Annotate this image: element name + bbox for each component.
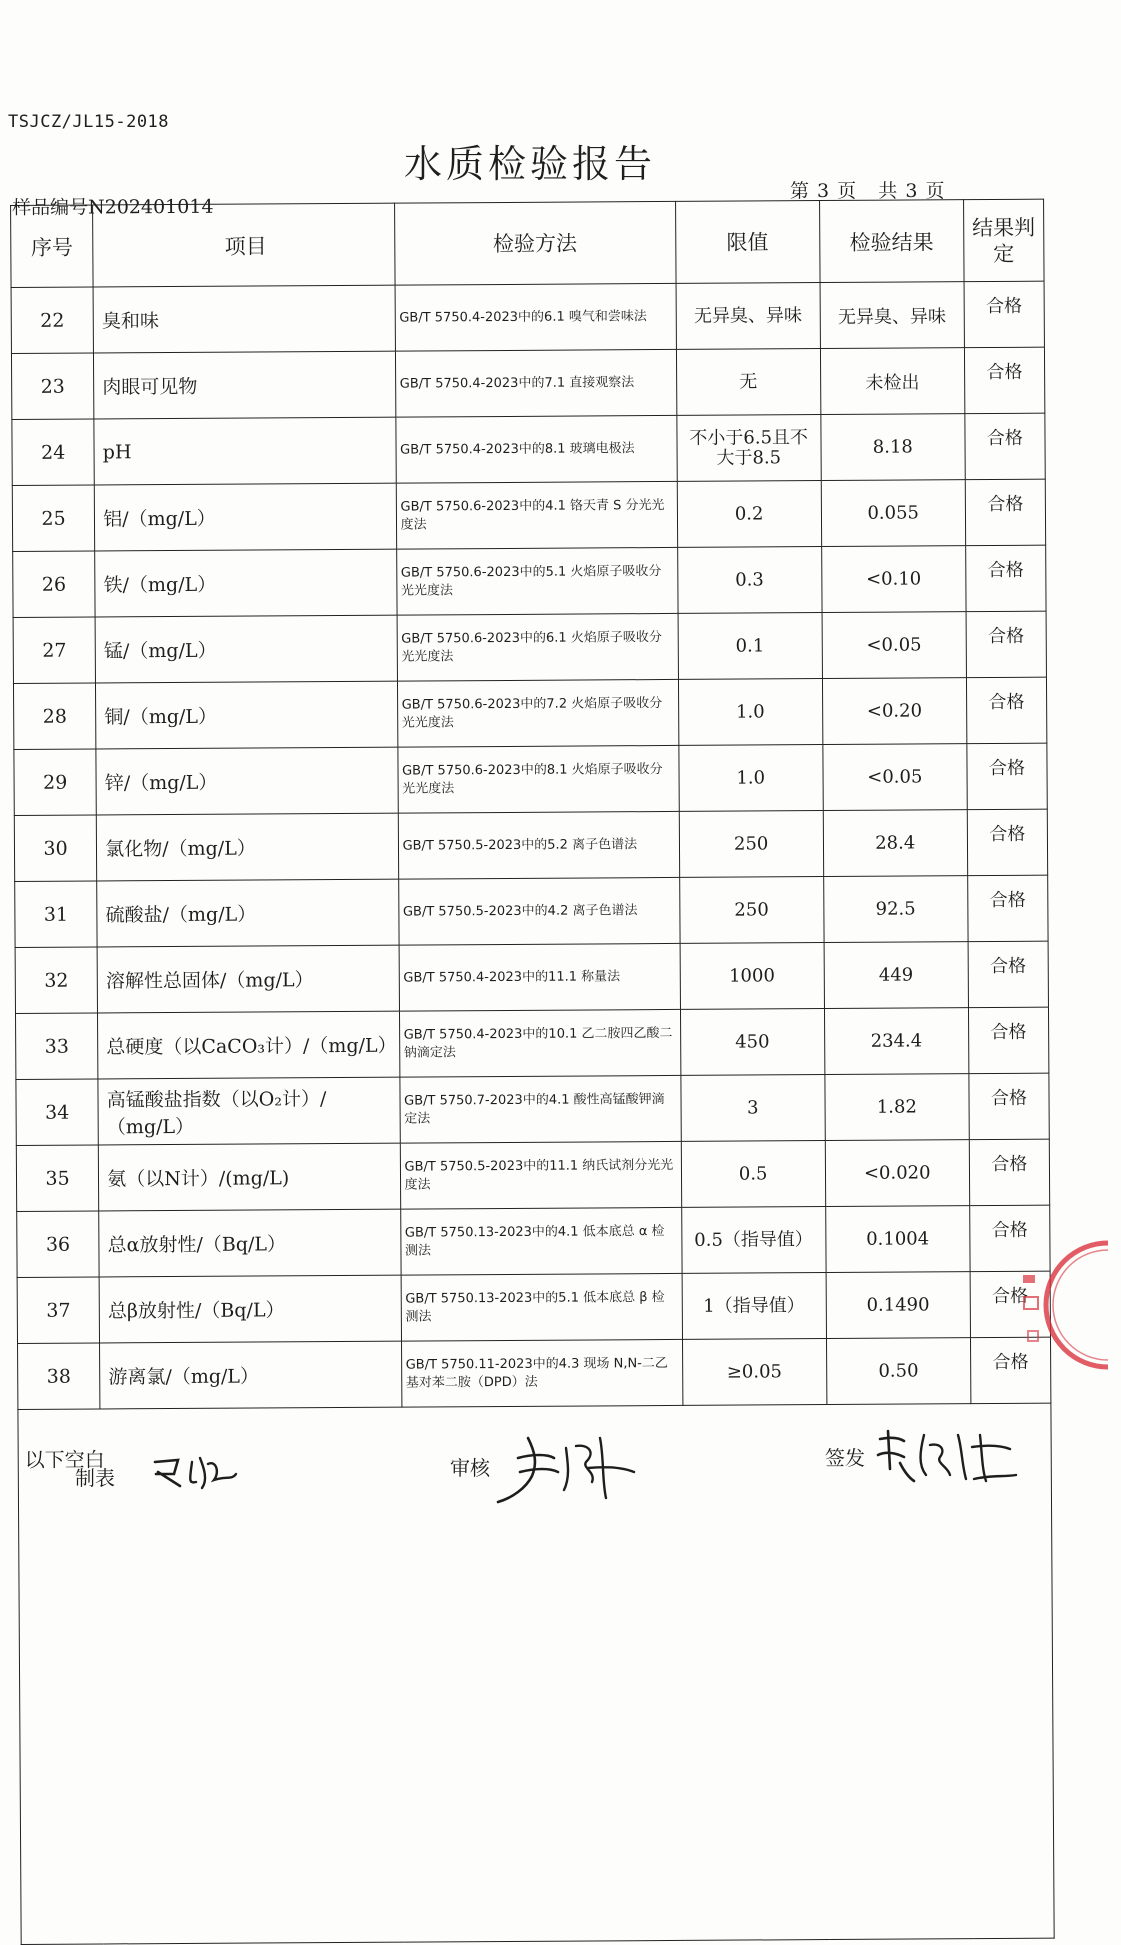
row-result: <0.05 <box>823 744 967 811</box>
row-result: 0.50 <box>826 1338 970 1405</box>
row-judgement: 合格 <box>969 1139 1050 1205</box>
row-result: 92.5 <box>823 876 967 943</box>
row-item: 总α放射性/（Bq/L） <box>99 1209 401 1277</box>
row-limit: 1000 <box>680 943 824 1010</box>
row-limit: 3 <box>681 1075 825 1142</box>
row-item: pH <box>94 417 396 485</box>
row-result: 0.055 <box>821 480 965 547</box>
row-number: 38 <box>18 1343 101 1410</box>
column-header-limit: 限值 <box>675 201 820 284</box>
row-judgement: 合格 <box>970 1337 1051 1403</box>
row-judgement: 合格 <box>969 1205 1050 1271</box>
row-method: GB/T 5750.5-2023中的4.2 离子色谱法 <box>398 877 679 945</box>
page-indicator: 第 3 页 共 3 页 <box>790 180 946 202</box>
table-row <box>11 281 1044 353</box>
row-number: 33 <box>15 1013 98 1080</box>
row-judgement: 合格 <box>965 545 1046 611</box>
inspection-stamp <box>988 1235 1108 1375</box>
row-limit: ≥0.05 <box>682 1339 826 1406</box>
row-method: GB/T 5750.4-2023中的10.1 乙二胺四乙酸二钠滴定法 <box>399 1009 680 1077</box>
blank-note: 以下空白 <box>18 1403 1054 1944</box>
row-method: GB/T 5750.13-2023中的5.1 低本底总 β 检测法 <box>401 1273 682 1341</box>
row-item: 总β放射性/（Bq/L） <box>99 1275 401 1343</box>
row-limit: 1.0 <box>678 679 822 746</box>
table-header-row <box>11 199 1044 287</box>
row-judgement: 合格 <box>970 1271 1051 1337</box>
sample-number: 样品编号N202401014 <box>12 195 214 219</box>
row-judgement: 合格 <box>965 479 1046 545</box>
row-item: 高锰酸盐指数（以O₂计）/（mg/L） <box>98 1077 400 1145</box>
row-item: 锌/（mg/L） <box>96 747 398 815</box>
reviewed-by-label: 审核 <box>450 1456 490 1480</box>
table-row <box>13 611 1046 683</box>
row-judgement: 合格 <box>966 611 1047 677</box>
row-number: 27 <box>13 617 96 684</box>
row-method: GB/T 5750.4-2023中的6.1 嗅气和尝味法 <box>395 283 676 351</box>
row-limit: 0.2 <box>677 481 821 548</box>
row-result: 8.18 <box>821 414 965 481</box>
column-header-no: 序号 <box>11 205 94 288</box>
table-row <box>11 347 1044 419</box>
row-method: GB/T 5750.6-2023中的6.1 火焰原子吸收分光光度法 <box>397 613 678 681</box>
table-row <box>15 941 1048 1013</box>
row-judgement: 合格 <box>964 281 1045 347</box>
row-limit: 0.3 <box>677 547 821 614</box>
row-limit: 1（指导值） <box>682 1273 826 1340</box>
table-row <box>17 1205 1050 1277</box>
row-item: 肉眼可见物 <box>94 351 396 419</box>
row-result: <0.20 <box>822 678 966 745</box>
table-row <box>16 1139 1049 1211</box>
row-item: 铁/（mg/L） <box>95 549 397 617</box>
row-limit: 无 <box>676 349 820 416</box>
row-judgement: 合格 <box>967 743 1048 809</box>
row-result: <0.020 <box>825 1140 969 1207</box>
row-limit: 0.5（指导值） <box>681 1207 825 1274</box>
report-sheet <box>10 189 1078 1485</box>
table-row <box>18 1337 1051 1409</box>
row-item: 游离氯/（mg/L） <box>100 1341 402 1409</box>
row-item: 溶解性总固体/（mg/L） <box>97 945 399 1013</box>
row-judgement: 合格 <box>967 875 1048 941</box>
row-limit: 450 <box>680 1009 824 1076</box>
row-limit: 0.5 <box>681 1141 825 1208</box>
row-result: 234.4 <box>824 1008 968 1075</box>
row-method: GB/T 5750.5-2023中的11.1 纳氏试剂分光光度法 <box>400 1141 681 1209</box>
row-judgement: 合格 <box>969 1073 1050 1139</box>
results-table <box>10 199 1055 1945</box>
row-result: 0.1490 <box>826 1272 970 1339</box>
row-item: 锰/（mg/L） <box>95 615 397 683</box>
row-item: 臭和味 <box>93 285 395 353</box>
row-result: 0.1004 <box>825 1206 969 1273</box>
row-number: 32 <box>15 947 98 1014</box>
row-limit: 无异臭、异味 <box>676 283 820 350</box>
table-row <box>16 1073 1049 1145</box>
row-judgement: 合格 <box>968 1007 1049 1073</box>
row-number: 30 <box>14 815 97 882</box>
row-number: 29 <box>14 749 97 816</box>
column-header-result: 检验结果 <box>819 200 964 283</box>
column-header-method: 检验方法 <box>394 201 676 285</box>
approved-by-label: 签发 <box>825 1446 865 1470</box>
row-method: GB/T 5750.5-2023中的5.2 离子色谱法 <box>398 811 679 879</box>
row-method: GB/T 5750.4-2023中的7.1 直接观察法 <box>395 349 676 417</box>
row-number: 37 <box>17 1277 100 1344</box>
row-number: 24 <box>12 419 95 486</box>
table-row <box>15 875 1048 947</box>
row-judgement: 合格 <box>966 677 1047 743</box>
row-item: 总硬度（以CaCO₃计）/（mg/L） <box>98 1011 400 1079</box>
row-judgement: 合格 <box>967 809 1048 875</box>
row-limit: 0.1 <box>678 613 822 680</box>
row-limit: 250 <box>679 877 823 944</box>
table-row <box>12 479 1045 551</box>
row-method: GB/T 5750.13-2023中的4.1 低本底总 α 检测法 <box>400 1207 681 1275</box>
row-method: GB/T 5750.7-2023中的4.1 酸性高锰酸钾滴定法 <box>399 1075 680 1143</box>
row-number: 25 <box>12 485 95 552</box>
row-number: 31 <box>15 881 98 948</box>
column-header-item: 项目 <box>93 203 395 287</box>
row-judgement: 合格 <box>968 941 1049 1007</box>
row-result: 28.4 <box>823 810 967 877</box>
row-method: GB/T 5750.4-2023中的11.1 称量法 <box>399 943 680 1011</box>
row-number: 35 <box>16 1145 99 1212</box>
row-method: GB/T 5750.4-2023中的8.1 玻璃电极法 <box>395 415 676 483</box>
form-code: TSJCZ/JL15-2018 <box>8 112 170 132</box>
row-method: GB/T 5750.6-2023中的7.2 火焰原子吸收分光光度法 <box>397 679 678 747</box>
row-limit: 不小于6.5且不大于8.5 <box>676 415 820 482</box>
row-number: 22 <box>11 287 94 354</box>
row-result: <0.10 <box>821 546 965 613</box>
row-result: 未检出 <box>820 348 964 415</box>
row-method: GB/T 5750.6-2023中的5.1 火焰原子吸收分光光度法 <box>396 547 677 615</box>
row-item: 铝/（mg/L） <box>94 483 396 551</box>
row-item: 氯化物/（mg/L） <box>96 813 398 881</box>
column-header-judgement: 结果判定 <box>963 199 1044 281</box>
row-result: 449 <box>824 942 968 1009</box>
table-row <box>13 545 1046 617</box>
table-row <box>12 413 1045 485</box>
row-method: GB/T 5750.6-2023中的8.1 火焰原子吸收分光光度法 <box>397 745 678 813</box>
row-number: 26 <box>13 551 96 618</box>
report-title: 水质检验报告 <box>403 142 656 186</box>
approved-by-signature <box>870 1425 1020 1489</box>
row-result: <0.05 <box>822 612 966 679</box>
row-judgement: 合格 <box>964 347 1045 413</box>
row-judgement: 合格 <box>965 413 1046 479</box>
row-limit: 1.0 <box>679 745 823 812</box>
row-number: 36 <box>17 1211 100 1278</box>
row-item: 氨（以N计）/(mg/L) <box>98 1143 400 1211</box>
row-number: 34 <box>16 1079 99 1146</box>
row-result: 无异臭、异味 <box>820 282 964 349</box>
table-row <box>15 1007 1048 1079</box>
row-number: 23 <box>11 353 94 420</box>
table-row <box>17 1271 1050 1343</box>
table-row <box>14 743 1047 815</box>
prepared-by-label: 制表 <box>75 1466 115 1490</box>
row-number: 28 <box>13 683 96 750</box>
table-row <box>13 677 1046 749</box>
row-item: 硫酸盐/（mg/L） <box>97 879 399 947</box>
row-result: 1.82 <box>825 1074 969 1141</box>
table-row <box>14 809 1047 881</box>
prepared-by-signature <box>150 1450 245 1499</box>
row-method: GB/T 5750.11-2023中的4.3 现场 N,N-二乙基对苯二胺（DPD）法 <box>401 1339 682 1407</box>
row-method: GB/T 5750.6-2023中的4.1 铬天青 S 分光光度法 <box>396 481 677 549</box>
row-limit: 250 <box>679 811 823 878</box>
reviewed-by-signature <box>488 1428 638 1512</box>
row-item: 铜/（mg/L） <box>96 681 398 749</box>
